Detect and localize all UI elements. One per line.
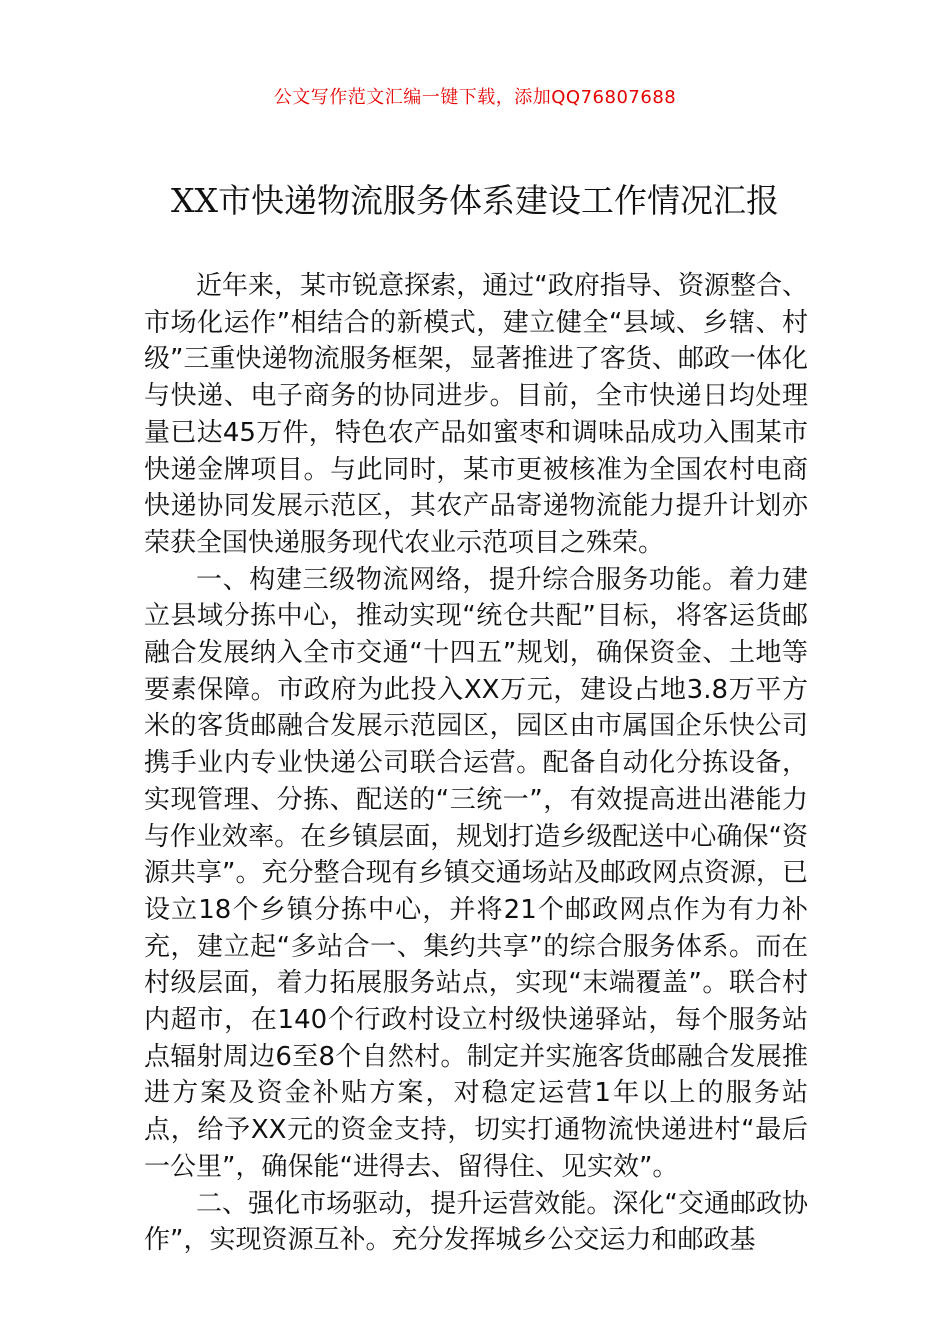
paragraph-intro: 近年来，某市锐意探索，通过“政府指导、资源整合、市场化运作”相结合的新模式，建立健全“县域、乡辖、村级”三重快递物流服务框架，显著推进了客货、邮政一体化与快递、电子商务的协同进步。目前，全市快递日均处理量已达45万件，特色农产品如蜜枣和调味品成功入围某市快递金牌项目。与此同时，某市更被核准为全国农村电商快递协同发展示范区，其农产品寄递物流能力提升计划亦荣获全国快递服务现代农业示范项目之殊荣。 <box>144 271 808 558</box>
document-body <box>144 268 808 1259</box>
document-title: XX市快递物流服务体系建设工作情况汇报 <box>171 181 779 220</box>
paragraph-section-one: 一、构建三级物流网络，提升综合服务功能。着力建立县域分拣中心，推动实现“统仓共配”目标，将客运货邮融合发展纳入全市交通“十四五”规划，确保资金、土地等要素保障。市政府为此投入XX万元，建设占地3.8万平方米的客货邮融合发展示范园区，园区由市属国企乐快公司携手业内专业快递公司联合运营。配备自动化分拣设备，实现管理、分拣、配送的“三统一”，有效提高进出港能力与作业效率。在乡镇层面，规划打造乡级配送中心确保“资源共享”。充分整合现有乡镇交通场站及邮政网点资源，已设立18个乡镇分拣中心，并将21个邮政网点作为有力补充，建立起“多站合一、集约共享”的综合服务体系。而在村级层面，着力拓展服务站点，实现“末端覆盖”。联合村内超市，在140个行政村设立村级快递驿站，每个服务站点辐射周边6至8个自然村。制定并实施客货邮融合发展推进方案及资金补贴方案，对稳定运营1年以上的服务站点，给予XX元的资金支持，切实打通物流快递进村“最后一公里”，确保能“进得去、留得住、见实效”。 <box>144 564 808 1182</box>
header-download-note: 公文写作范文汇编一键下载，添加QQ76807688 <box>273 87 677 108</box>
paragraph-section-two: 二、强化市场驱动，提升运营效能。深化“交通邮政协作”，实现资源互补。充分发挥城乡公交运力和邮政基 <box>144 1188 808 1256</box>
